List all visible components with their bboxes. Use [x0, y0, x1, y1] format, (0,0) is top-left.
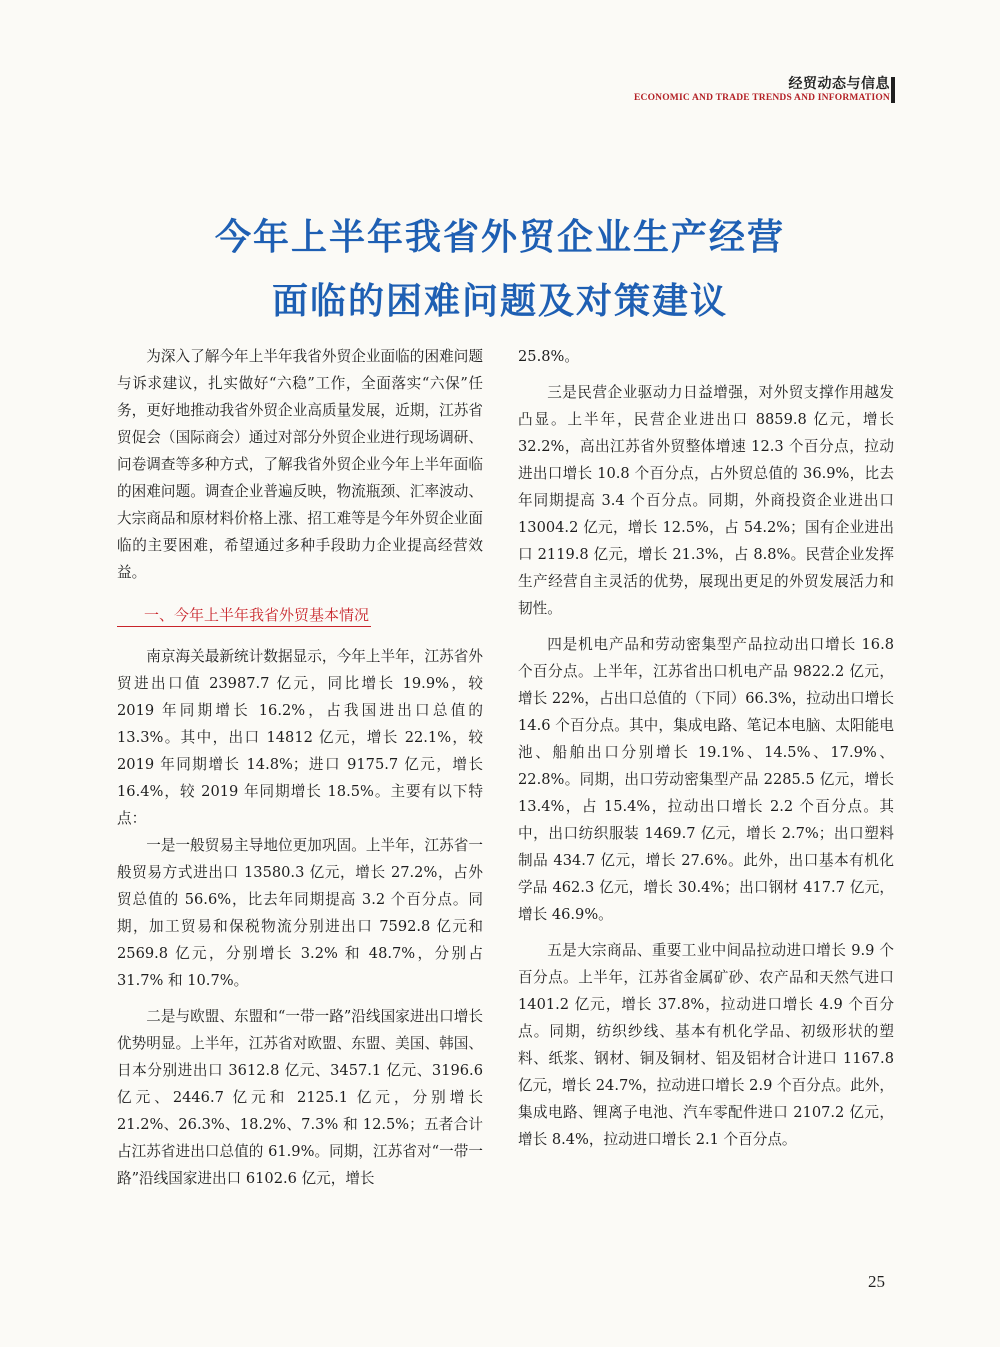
running-header — [634, 76, 890, 104]
header-accent-bar — [891, 77, 895, 103]
customs-statistics-paragraph: 南京海关最新统计数据显示，今年上半年，江苏省外贸进出口值 23987.7 亿元，同比增长 19.9%，较 2019 年同期增长 16.2%，占我国进出口总值的 13.3%。其中，出口 14812 亿元，增长 22.1%，较 2019 年同期增长 14.8%；进口 9175.7 亿元，增长 16.4%，较 2019 年同期增长 18.5%。主要有以下特点： — [117, 648, 483, 827]
page-number: 25 — [868, 1272, 885, 1291]
point-2-paragraph: 二是与欧盟、东盟和“一带一路”沿线国家进出口增长优势明显。上半年，江苏省对欧盟、东盟、美国、韩国、日本分别进出口 3612.8 亿元、3457.1 亿元、3196.6 亿元、2446.7 亿元和 2125.1 亿元，分别增长 21.2%、26.3%、18.2%、7.3% 和 12.5%；五者合计占江苏省进出口总值的 61.9%。同期，江苏省对“一带一路”沿线国家进出口 6102.6 亿元，增长 — [117, 1008, 483, 1187]
point-3-paragraph: 三是民营企业驱动力日益增强，对外贸支撑作用越发凸显。上半年，民营企业进出口 8859.8 亿元，增长 32.2%，高出江苏省外贸整体增速 12.3 个百分点，拉动进出口增长 10.8 个百分点，占外贸总值的 36.9%，比去年同期提高 3.4 个百分点。同期，外商投资企业进出口 13004.2 亿元，增长 12.5%，占 54.2%；国有企业进出口 2119.8 亿元，增长 21.3%，占 8.8%。民营企业发挥生产经营自主灵活的优势，展现出更足的外贸发展活力和韧性。 — [518, 384, 894, 617]
section-title-cn: 经贸动态与信息 — [788, 76, 890, 92]
left-column — [117, 343, 483, 1192]
article-title — [0, 205, 1000, 333]
section-title-en: ECONOMIC AND TRADE TRENDS AND INFORMATION — [633, 93, 890, 103]
point-4-paragraph: 四是机电产品和劳动密集型产品拉动出口增长 16.8 个百分点。上半年，江苏省出口机电产品 9822.2 亿元，增长 22%，占出口总值的（下同）66.3%，拉动出口增长 14.6 个百分点。其中，集成电路、笔记本电脑、太阳能电池、船舶出口分别增长 19.1%、14.5%、17.9%、22.8%。同期，出口劳动密集型产品 2285.5 亿元，增长 13.4%，占 15.4%，拉动出口增长 2.2 个百分点。其中，出口纺织服装 1469.7 亿元，增长 2.7%；出口塑料制品 434.7 亿元，增长 27.6%。此外，出口基本有机化学品 462.3 亿元，增长 30.4%；出口钢材 417.7 亿元，增长 46.9%。 — [518, 636, 894, 923]
point-2-continuation: 25.8%。 — [518, 348, 579, 365]
article-title-line-1: 今年上半年我省外贸企业生产经营 — [214, 216, 785, 258]
right-column — [518, 343, 894, 1153]
intro-paragraph: 为深入了解今年上半年我省外贸企业面临的困难问题与诉求建议，扎实做好“六稳”工作，全面落实“六保”任务，更好地推动我省外贸企业高质量发展，近期，江苏省贸促会（国际商会）通过对部分外贸企业进行现场调研、问卷调查等多种方式，了解我省外贸企业今年上半年面临的困难问题。调查企业普遍反映，物流瓶颈、汇率波动、大宗商品和原材料价格上涨、招工难等是今年外贸企业面临的主要困难，希望通过多种手段助力企业提高经营效益。 — [117, 348, 483, 581]
point-1-paragraph: 一是一般贸易主导地位更加巩固。上半年，江苏省一般贸易方式进出口 13580.3 亿元，增长 27.2%，占外贸总值的 56.6%，比去年同期提高 3.2 个百分点。同期，加工贸易和保税物流分别进出口 7592.8 亿元和 2569.8 亿元，分别增长 3.2% 和 48.7%，分别占 31.7% 和 10.7%。 — [117, 837, 483, 989]
article-title-line-2: 面临的困难问题及对策建议 — [271, 280, 728, 322]
point-5-paragraph: 五是大宗商品、重要工业中间品拉动进口增长 9.9 个百分点。上半年，江苏省金属矿砂、农产品和天然气进口 1401.2 亿元，增长 37.8%，拉动进口增长 4.9 个百分点。同期，纺织纱线、基本有机化学品、初级形状的塑料、纸浆、钢材、铜及铜材、铝及铝材合计进口 1167.8 亿元，增长 24.7%，拉动进口增长 2.9 个百分点。此外，集成电路、锂离子电池、汽车零配件进口 2107.2 亿元，增长 8.4%，拉动进口增长 2.1 个百分点。 — [518, 942, 894, 1148]
section-heading-1: 一、今年上半年我省外贸基本情况 — [117, 604, 371, 627]
